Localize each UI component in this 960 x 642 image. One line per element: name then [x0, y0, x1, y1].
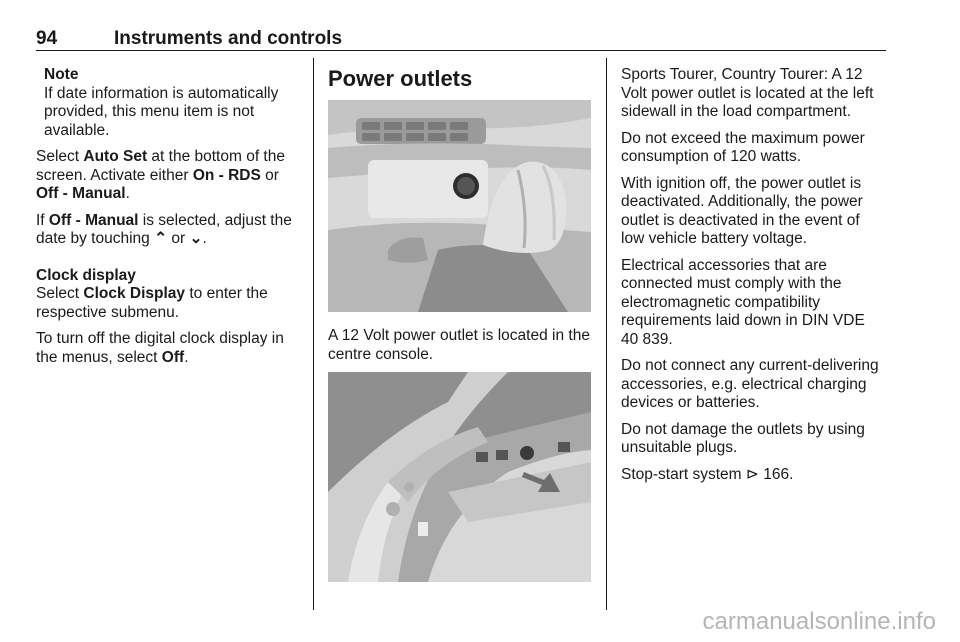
note-label: Note: [44, 66, 79, 83]
header-rule: [36, 50, 886, 51]
ui-term-clock-display: Clock Display: [83, 285, 186, 302]
paragraph-stop-start-ref: Stop-start system ⊳ 166.: [621, 465, 794, 483]
section-heading-power-outlets: Power outlets: [328, 66, 473, 91]
paragraph-no-damage: Do not damage the outlets by using unsuitable plugs.: [621, 420, 865, 456]
page-reference-arrow-icon: ⊳: [745, 465, 759, 483]
paragraph-max-power: Do not exceed the maximum power consumption of 120 watts.: [621, 129, 865, 165]
column-divider-1: [313, 58, 314, 610]
load-compartment-image: [328, 372, 591, 582]
ui-term-auto-set: Auto Set: [83, 148, 148, 165]
page-number: 94: [36, 28, 58, 49]
column-1: [36, 66, 300, 375]
paragraph-turn-off-clock: To turn off the digital clock display in the menus, select Off.: [36, 330, 284, 366]
ui-term-off-manual: Off - Manual: [36, 185, 126, 202]
column-divider-2: [606, 58, 607, 610]
chevron-down-icon: ⌄: [189, 230, 203, 247]
ui-term-off: Off: [161, 348, 185, 366]
paragraph-auto-set: Select Auto Set at the bottom of the screen. Activate either On - RDS or Off - Manual.: [36, 148, 285, 202]
page-title: Instruments and controls: [114, 28, 343, 49]
paragraph-no-current-delivering: Do not connect any current-delivering accessories, e.g. electrical charging devices or batteries.: [621, 357, 879, 411]
watermark: carmanualsonline.info: [702, 608, 936, 635]
centre-console-caption: A 12 Volt power outlet is located in the centre console.: [328, 327, 590, 363]
column-2: [328, 66, 594, 92]
paragraph-clock-display: Select Clock Display to enter the respective submenu.: [36, 285, 268, 321]
clock-display-heading: Clock display: [36, 266, 136, 284]
column-2-caption: [328, 327, 594, 372]
ui-term-off-manual-2: Off - Manual: [48, 211, 139, 229]
note-text: If date information is automatically provided, this menu item is not available.: [44, 84, 279, 139]
paragraph-sidewall-outlet: Sports Tourer, Country Tourer: A 12 Volt power outlet is located at the left sidewall in the load compartment.: [621, 66, 874, 120]
paragraph-ignition-off: With ignition off, the power outlet is deactivated. Additionally, the power outlet is deactivated in the event of low vehicle battery voltage.: [621, 174, 863, 247]
paragraph-adjust-date: If Off - Manual is selected, adjust the date by touching ⌃ or ⌄.: [36, 211, 292, 247]
ui-term-on-rds: On - RDS: [192, 166, 261, 184]
column-3: [621, 66, 885, 492]
note-block: [36, 66, 300, 140]
chevron-up-icon: ⌃: [154, 230, 168, 247]
paragraph-emc-requirements: Electrical accessories that are connected must comply with the electromagnetic compatibility requirements laid down in DIN VDE 40 839.: [621, 256, 865, 348]
centre-console-image: [328, 100, 591, 312]
